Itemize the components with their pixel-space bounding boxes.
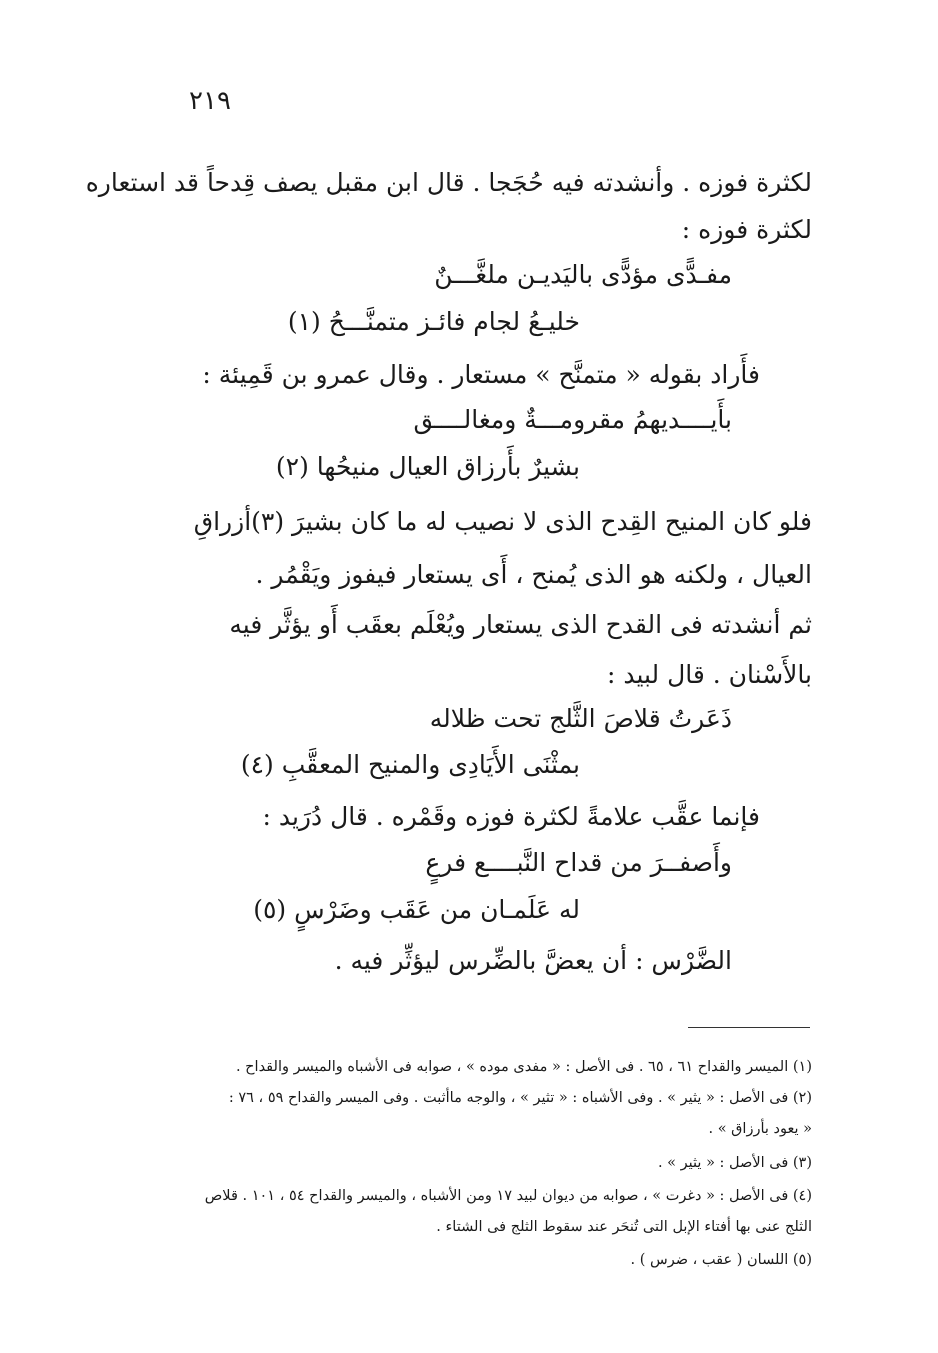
footnote: (١) الميسر والقداح ٦١ ، ٦٥ . فى الأصل : « مفدى موده » ، صوابه فى الأشباه والميسر والقداح . [235, 1059, 812, 1075]
footnote: « يعود بأرزاق » . [708, 1121, 812, 1137]
footnote: (٥) اللسان ( عقب ، ضرس ) . [630, 1252, 812, 1268]
body-line: فإنما عقَّب علامةً لكثرة فوزه وقَمْره . قال دُرَيد : [262, 802, 760, 831]
verse-line: له عَلَمـان من عَقَب وضَرْسٍ (٥) [253, 895, 580, 924]
body-line: فأَراد بقوله « متمنَّح » مستعار . وقال عمرو بن قَمِيئة : [202, 360, 760, 389]
body-line: لكثرة فوزه . وأنشدته فيه حُجَجا . قال ابن مقبل يصف قِدحاً قد استعاره [85, 168, 812, 197]
footnote: الثلج عنى بها أفتاء الإبل التى تُنحَر عند سقوط الثلج فى الشتاء . [436, 1219, 812, 1235]
body-line: الضَّرْس : أن يعضَّ بالضِّرس ليؤثِّر فيه . [334, 946, 732, 975]
page-number: ٢١٩ [189, 86, 231, 116]
footnote-divider [688, 1027, 810, 1028]
verse-line: ذَعَرتُ قلاصَ الثَّلج تحت ظلاله [429, 704, 732, 733]
verse-line: خليـعُ لجام فائـز متمنَّـــحُ (١) [287, 307, 580, 336]
body-line: بالأَسْنان . قال لبيد : [606, 660, 812, 689]
verse-line: بأَيــــديهمُ مقرومـــةٌ ومغالــــق [413, 405, 732, 434]
footnote: (٢) فى الأصل : « يثير » . وفى الأشباه : « تثير » ، والوجه ماأثبت . وفى الميسر والقداح ٥٩ ، ٧٦ : [228, 1090, 812, 1106]
body-line: لكثرة فوزه : [681, 215, 812, 244]
body-line: ثم أنشدته فى القدح الذى يستعار ويُعْلَم بعقَب أَو يؤثَّر فيه [229, 610, 812, 639]
verse-line: بمثْنَى الأَيَادِى والمنيح المعقَّبِ (٤) [240, 750, 580, 779]
verse-line: وأَصفــرَ من قداح النَّبــــع فرعٍ [425, 848, 732, 877]
verse-line: بشيرٌ بأَرزاق العيال منيحُها (٢) [275, 452, 580, 481]
footnote: (٤) فى الأصل : « دغرت » ، صوابه من ديوان لبيد ١٧ ومن الأشباه ، والميسر والقداح ٥٤ ، ١٠١ . قلاص [204, 1188, 812, 1204]
body-line: العيال ، ولكنه هو الذى يُمنح ، أَى يستعار فيفوز ويَقْمُر . [255, 560, 812, 589]
footnote: (٣) فى الأصل : « يثير » . [657, 1155, 812, 1171]
verse-line: مفـدًّى مؤدًّى باليَديـن ملغَّـــنٌ [434, 260, 732, 289]
body-line: فلو كان المنيح القِدح الذى لا نصيب له ما كان بشيرَ (٣)أزراقِ [193, 507, 812, 536]
